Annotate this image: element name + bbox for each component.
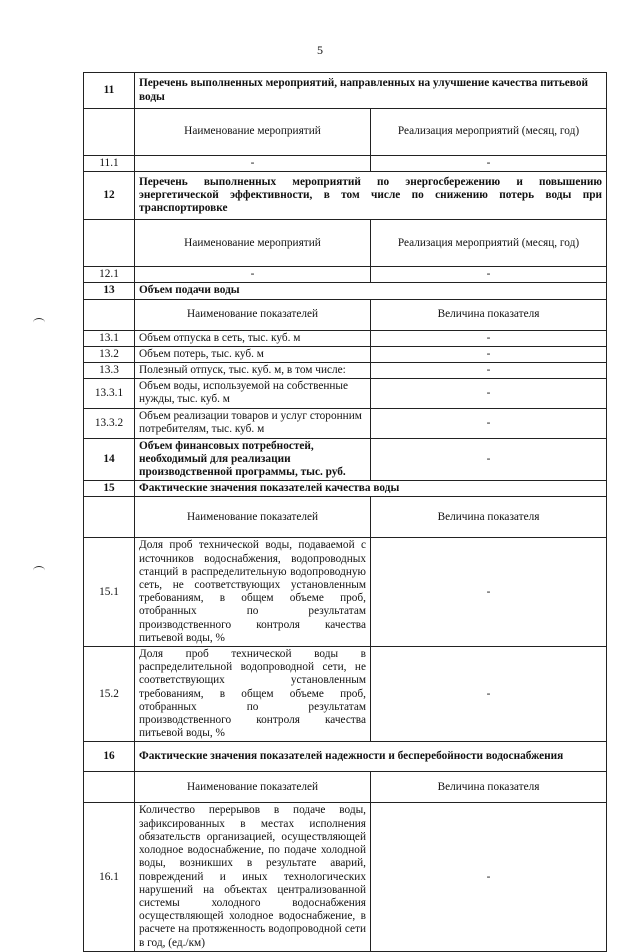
row-name: Доля проб технической воды, подаваемой с источников водоснабжения, водопроводных станций в распределительную водопроводную сеть, не соответствующих установленным требованиям, в общем объеме проб, отобранных по результатам производственного контроля качества питьевой воды, % [135, 538, 371, 647]
table-row [84, 538, 607, 647]
header-row [84, 497, 607, 538]
row-value: - [371, 156, 607, 172]
table-row [84, 267, 607, 283]
row-name: Объем отпуска в сеть, тыс. куб. м [135, 330, 371, 346]
row-number: 13.3 [84, 363, 135, 379]
row-number: 11 [84, 73, 135, 109]
row-value: - [371, 438, 607, 481]
table-row [84, 156, 607, 172]
row-name: - [135, 267, 371, 283]
row-number: 13.2 [84, 346, 135, 362]
column-header-name: Наименование мероприятий [135, 220, 371, 267]
margin-mark [33, 566, 45, 575]
section-title: Фактические значения показателей надежности и бесперебойности водоснабжения [135, 742, 607, 772]
row-name: Объем воды, используемой на собственные нужды, тыс. куб. м [135, 379, 371, 408]
row-name: Доля проб технической воды в распределительной водопроводной сети, не соответствующих установленным требованиям, в общем объеме проб, отобранных по результатам производственного контроля качества питьевой воды, % [135, 647, 371, 742]
section-row [84, 742, 607, 772]
row-value: - [371, 379, 607, 408]
section-row [84, 438, 607, 481]
row-number: 12 [84, 172, 135, 220]
row-name: Объем потерь, тыс. куб. м [135, 346, 371, 362]
column-header-name: Наименование мероприятий [135, 109, 371, 156]
row-name: Количество перерывов в подаче воды, зафиксированных в местах исполнения обязательств организацией, осуществляющей холодное водоснабжение, по подаче холодной воды, возникших в результате аварий, повреждений и иных технологических нарушений на объектах централизованной системы холодного водоснабжения осуществляющей холодное водоснабжение, в расчете на протяженность водопроводной сети в год, (ед./км) [135, 803, 371, 951]
row-number: 15 [84, 481, 135, 497]
row-number: 16.1 [84, 803, 135, 951]
row-value: - [371, 538, 607, 647]
row-number: 14 [84, 438, 135, 481]
row-name: Объем реализации товаров и услуг сторонним потребителям, тыс. куб. м [135, 408, 371, 438]
section-row [84, 283, 607, 299]
report-table [83, 72, 607, 952]
row-value: - [371, 408, 607, 438]
row-number: 13.3.2 [84, 408, 135, 438]
row-number: 15.1 [84, 538, 135, 647]
row-value: - [371, 803, 607, 951]
column-header-value: Реализация мероприятий (месяц, год) [371, 220, 607, 267]
row-value: - [371, 363, 607, 379]
row-name: - [135, 156, 371, 172]
column-header-value: Величина показателя [371, 299, 607, 330]
row-value: - [371, 647, 607, 742]
row-value: - [371, 346, 607, 362]
row-number: 15.2 [84, 647, 135, 742]
table-row [84, 346, 607, 362]
table-row [84, 330, 607, 346]
row-name: Полезный отпуск, тыс. куб. м, в том числе: [135, 363, 371, 379]
row-value: - [371, 267, 607, 283]
column-header-value: Реализация мероприятий (месяц, год) [371, 109, 607, 156]
header-row [84, 772, 607, 803]
table-row [84, 363, 607, 379]
row-number: 13.1 [84, 330, 135, 346]
row-number: 11.1 [84, 156, 135, 172]
page-number: 5 [317, 43, 323, 57]
table-row [84, 803, 607, 951]
header-row [84, 109, 607, 156]
section-title: Перечень выполненных мероприятий, направленных на улучшение качества питьевой воды [135, 73, 607, 109]
column-header-value: Величина показателя [371, 772, 607, 803]
section-title: Фактические значения показателей качества воды [135, 481, 607, 497]
row-number: 12.1 [84, 267, 135, 283]
row-value: - [371, 330, 607, 346]
table-row [84, 647, 607, 742]
column-header-name: Наименование показателей [135, 772, 371, 803]
section-row [84, 481, 607, 497]
table-row [84, 379, 607, 408]
margin-mark [33, 318, 45, 327]
section-title: Перечень выполненных мероприятий по энергосбережению и повышению энергетической эффективности, в том числе по снижению потерь воды при транспортировке [135, 172, 607, 220]
header-row [84, 220, 607, 267]
column-header-name: Наименование показателей [135, 497, 371, 538]
section-row [84, 172, 607, 220]
section-row [84, 73, 607, 109]
header-row [84, 299, 607, 330]
column-header-value: Величина показателя [371, 497, 607, 538]
column-header-name: Наименование показателей [135, 299, 371, 330]
table-row [84, 408, 607, 438]
section-title: Объем финансовых потребностей, необходимый для реализации производственной программы, тыс. руб. [135, 438, 371, 481]
row-number: 13 [84, 283, 135, 299]
section-title: Объем подачи воды [135, 283, 607, 299]
row-number: 13.3.1 [84, 379, 135, 408]
row-number: 16 [84, 742, 135, 772]
